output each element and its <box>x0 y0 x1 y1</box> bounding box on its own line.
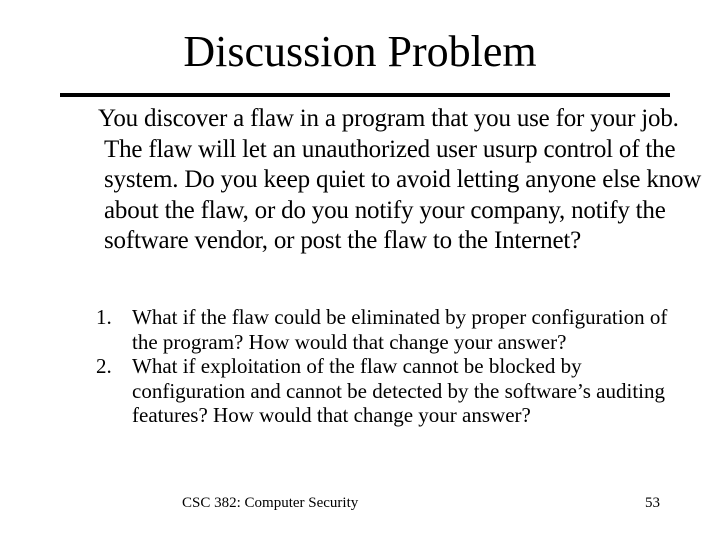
question-item <box>96 305 686 354</box>
lead-paragraph: You discover a flaw in a program that you use for your job. The flaw will let an unauthorized user usurp control of the system. Do you keep quiet to avoid letting anyone else know about the flaw, or do you notify your company, notify the software vendor, or post the flaw to the Internet? <box>98 105 702 254</box>
slide-title: Discussion Problem <box>183 27 537 76</box>
question-list <box>96 305 686 428</box>
question-item <box>96 354 686 428</box>
question-text: What if exploitation of the flaw cannot be blocked by configuration and cannot be detected by the software’s auditing features? How would that change your answer? <box>132 354 665 427</box>
footer-page-number: 53 <box>645 495 660 511</box>
question-number: 2. <box>96 354 112 378</box>
question-number: 1. <box>96 305 112 329</box>
question-text: What if the flaw could be eliminated by proper configuration of the program? How would that change your answer? <box>132 305 668 354</box>
title-underline-rule <box>60 93 670 97</box>
footer-course-label: CSC 382: Computer Security <box>182 495 359 511</box>
